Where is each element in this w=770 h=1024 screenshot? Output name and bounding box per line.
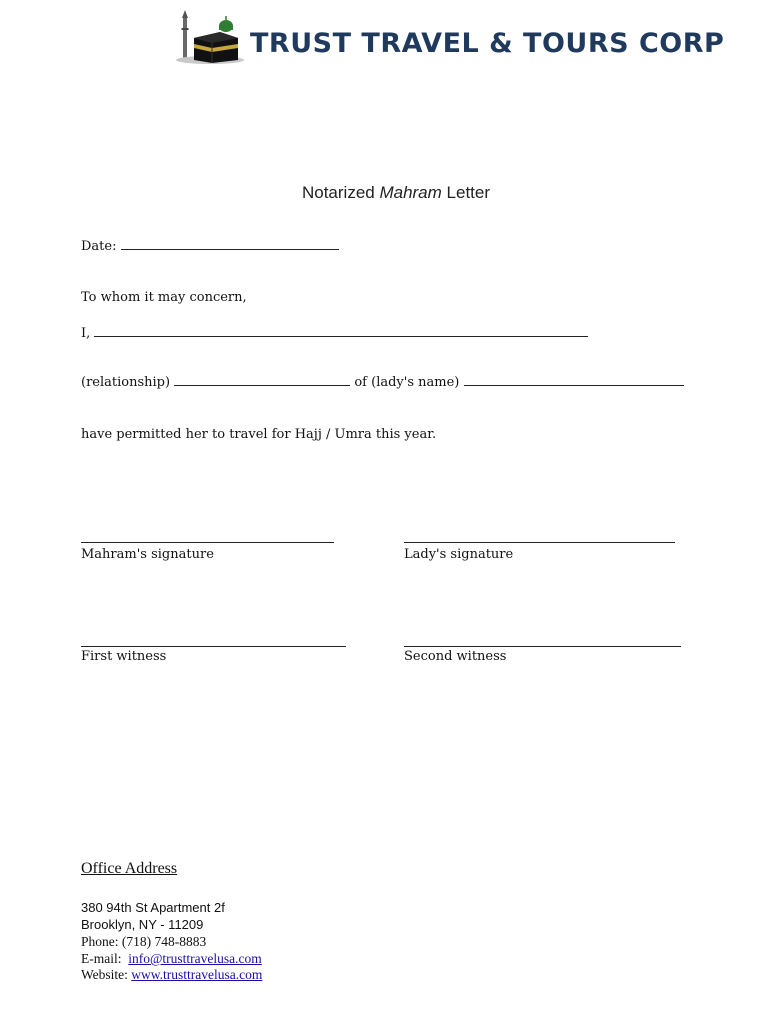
first-witness-line[interactable] <box>81 646 346 647</box>
page-title: Notarized Mahram Letter <box>301 183 491 202</box>
second-witness-line[interactable] <box>404 646 681 647</box>
name-row <box>81 326 588 341</box>
mahram-signature-label: Mahram's signature <box>81 547 214 562</box>
office-street: 380 94th St Apartment 2f <box>81 900 225 915</box>
date-field[interactable] <box>121 239 339 250</box>
lady-signature-label: Lady's signature <box>404 547 514 562</box>
lady-name-field[interactable] <box>464 375 684 386</box>
website-label: Website: <box>81 967 128 982</box>
i-label: I, <box>81 326 91 341</box>
mahram-name-field[interactable] <box>94 326 588 337</box>
second-witness-label: Second witness <box>404 649 507 664</box>
date-row <box>81 239 339 254</box>
mahram-signature-line[interactable] <box>81 542 334 543</box>
title-emphasis: Mahram <box>379 183 442 202</box>
office-website-row <box>81 967 262 983</box>
office-email-row <box>81 951 262 967</box>
lady-signature-line[interactable] <box>404 542 675 543</box>
relationship-label: (relationship) <box>81 375 171 390</box>
lady-name-label: of (lady's name) <box>354 375 460 390</box>
email-label: E-mail: <box>81 951 122 966</box>
email-link[interactable]: info@trusttravelusa.com <box>128 951 262 966</box>
website-link[interactable]: www.trusttravelusa.com <box>131 967 263 982</box>
brand-name: TRUST TRAVEL & TOURS CORP <box>250 28 725 59</box>
permission-text: have permitted her to travel for Hajj / Umra this year. <box>81 427 437 442</box>
relationship-field[interactable] <box>174 375 350 386</box>
date-label: Date: <box>81 239 117 254</box>
salutation: To whom it may concern, <box>81 290 247 305</box>
office-city: Brooklyn, NY - 11209 <box>81 917 204 932</box>
office-phone: Phone: (718) 748-8883 <box>81 934 207 949</box>
first-witness-label: First witness <box>81 649 167 664</box>
kaaba-mosque-icon <box>174 8 248 66</box>
office-heading: Office Address <box>81 860 178 877</box>
relationship-row <box>81 375 684 390</box>
